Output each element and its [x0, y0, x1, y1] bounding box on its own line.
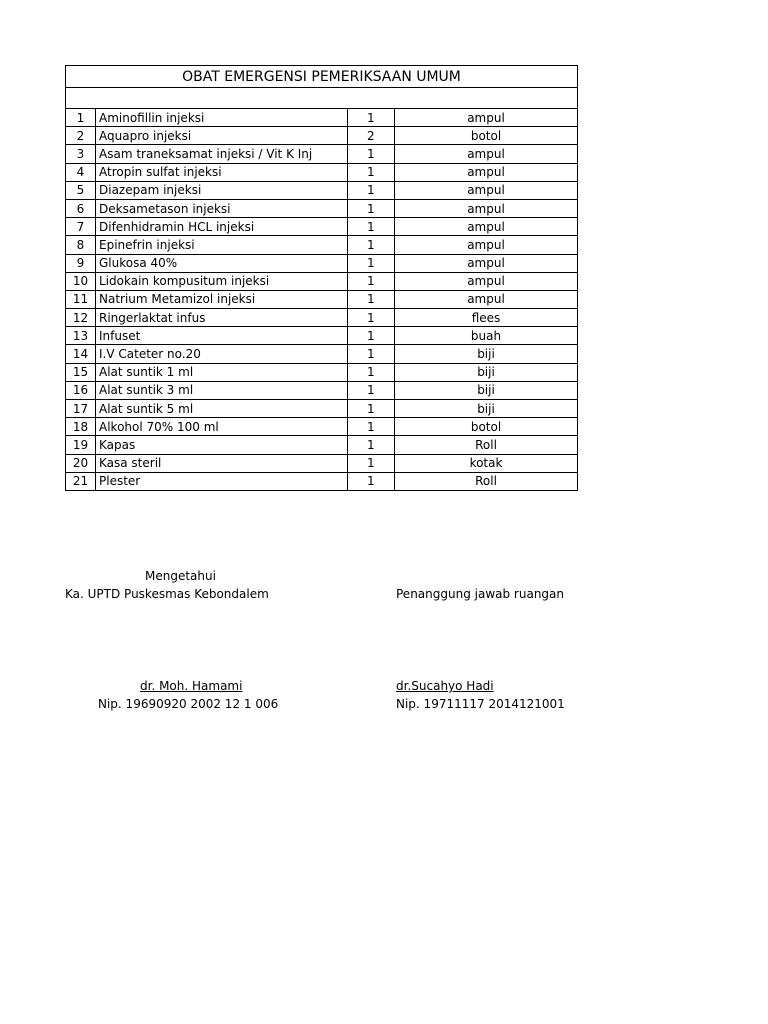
item-name: Aquapro injeksi: [96, 127, 348, 145]
item-unit: ampul: [395, 145, 578, 163]
emergency-drug-table: [65, 65, 578, 491]
item-unit: ampul: [395, 181, 578, 199]
item-quantity: 1: [348, 109, 395, 127]
table-row: [66, 381, 578, 399]
item-name: Lidokain kompusitum injeksi: [96, 272, 348, 290]
row-number: 1: [66, 109, 96, 127]
row-number: 11: [66, 290, 96, 308]
item-quantity: 1: [348, 236, 395, 254]
table-row: [66, 472, 578, 490]
row-number: 8: [66, 236, 96, 254]
item-name: Kapas: [96, 436, 348, 454]
table-row: [66, 345, 578, 363]
row-number: 5: [66, 181, 96, 199]
table-body: [66, 66, 578, 491]
right-signatory-title: Penanggung jawab ruangan: [396, 587, 564, 601]
item-unit: botol: [395, 418, 578, 436]
left-signatory-name: dr. Moh. Hamami: [140, 679, 243, 693]
table-row: [66, 309, 578, 327]
item-quantity: 1: [348, 272, 395, 290]
table-row: [66, 327, 578, 345]
left-signatory-title: Ka. UPTD Puskesmas Kebondalem: [65, 587, 269, 601]
row-number: 10: [66, 272, 96, 290]
row-number: 20: [66, 454, 96, 472]
item-name: Difenhidramin HCL injeksi: [96, 218, 348, 236]
item-unit: ampul: [395, 109, 578, 127]
item-name: Alat suntik 1 ml: [96, 363, 348, 381]
item-quantity: 1: [348, 181, 395, 199]
row-number: 6: [66, 199, 96, 217]
table-row: [66, 290, 578, 308]
item-quantity: 1: [348, 327, 395, 345]
table-row: [66, 272, 578, 290]
item-quantity: 1: [348, 400, 395, 418]
item-unit: biji: [395, 363, 578, 381]
table-row: [66, 109, 578, 127]
item-name: Alat suntik 3 ml: [96, 381, 348, 399]
row-number: 21: [66, 472, 96, 490]
row-number: 17: [66, 400, 96, 418]
right-signatory-nip: Nip. 19711117 2014121001: [396, 697, 565, 711]
row-number: 14: [66, 345, 96, 363]
right-signatory-name: dr.Sucahyo Hadi: [396, 679, 494, 693]
row-number: 19: [66, 436, 96, 454]
item-unit: ampul: [395, 254, 578, 272]
item-name: Natrium Metamizol injeksi: [96, 290, 348, 308]
item-quantity: 1: [348, 418, 395, 436]
table-row: [66, 236, 578, 254]
item-unit: biji: [395, 345, 578, 363]
item-unit: biji: [395, 400, 578, 418]
row-number: 3: [66, 145, 96, 163]
item-unit: ampul: [395, 163, 578, 181]
row-number: 7: [66, 218, 96, 236]
row-number: 2: [66, 127, 96, 145]
item-unit: flees: [395, 309, 578, 327]
item-name: Ringerlaktat infus: [96, 309, 348, 327]
item-quantity: 1: [348, 163, 395, 181]
item-name: Diazepam injeksi: [96, 181, 348, 199]
title-row: [66, 66, 578, 88]
blank-row: [66, 88, 578, 109]
item-unit: ampul: [395, 218, 578, 236]
item-quantity: 1: [348, 381, 395, 399]
item-quantity: 1: [348, 472, 395, 490]
row-number: 12: [66, 309, 96, 327]
item-unit: kotak: [395, 454, 578, 472]
item-name: Alkohol 70% 100 ml: [96, 418, 348, 436]
item-name: Kasa steril: [96, 454, 348, 472]
item-quantity: 1: [348, 345, 395, 363]
item-name: Epinefrin injeksi: [96, 236, 348, 254]
item-name: Atropin sulfat injeksi: [96, 163, 348, 181]
item-quantity: 1: [348, 436, 395, 454]
item-quantity: 2: [348, 127, 395, 145]
item-quantity: 1: [348, 290, 395, 308]
item-quantity: 1: [348, 199, 395, 217]
table-row: [66, 163, 578, 181]
table-row: [66, 145, 578, 163]
item-unit: Roll: [395, 472, 578, 490]
table-row: [66, 218, 578, 236]
table-row: [66, 363, 578, 381]
blank-cell: [66, 88, 578, 109]
item-name: Glukosa 40%: [96, 254, 348, 272]
row-number: 15: [66, 363, 96, 381]
item-unit: buah: [395, 327, 578, 345]
table-row: [66, 199, 578, 217]
item-name: Deksametason injeksi: [96, 199, 348, 217]
item-unit: ampul: [395, 290, 578, 308]
item-unit: ampul: [395, 236, 578, 254]
item-quantity: 1: [348, 454, 395, 472]
item-name: Asam traneksamat injeksi / Vit K Inj: [96, 145, 348, 163]
item-quantity: 1: [348, 309, 395, 327]
table-row: [66, 254, 578, 272]
item-name: I.V Cateter no.20: [96, 345, 348, 363]
item-name: Aminofillin injeksi: [96, 109, 348, 127]
item-unit: ampul: [395, 199, 578, 217]
acknowledged-label: Mengetahui: [145, 569, 216, 583]
table-row: [66, 454, 578, 472]
item-name: Alat suntik 5 ml: [96, 400, 348, 418]
item-unit: Roll: [395, 436, 578, 454]
table-row: [66, 127, 578, 145]
table-row: [66, 181, 578, 199]
row-number: 16: [66, 381, 96, 399]
item-unit: ampul: [395, 272, 578, 290]
item-name: Infuset: [96, 327, 348, 345]
table-row: [66, 436, 578, 454]
item-name: Plester: [96, 472, 348, 490]
document-title: OBAT EMERGENSI PEMERIKSAAN UMUM: [66, 66, 578, 88]
item-quantity: 1: [348, 218, 395, 236]
row-number: 4: [66, 163, 96, 181]
item-quantity: 1: [348, 363, 395, 381]
row-number: 13: [66, 327, 96, 345]
item-quantity: 1: [348, 145, 395, 163]
item-unit: botol: [395, 127, 578, 145]
table-row: [66, 400, 578, 418]
row-number: 18: [66, 418, 96, 436]
row-number: 9: [66, 254, 96, 272]
item-quantity: 1: [348, 254, 395, 272]
table-row: [66, 418, 578, 436]
item-unit: biji: [395, 381, 578, 399]
left-signatory-nip: Nip. 19690920 2002 12 1 006: [98, 697, 279, 711]
